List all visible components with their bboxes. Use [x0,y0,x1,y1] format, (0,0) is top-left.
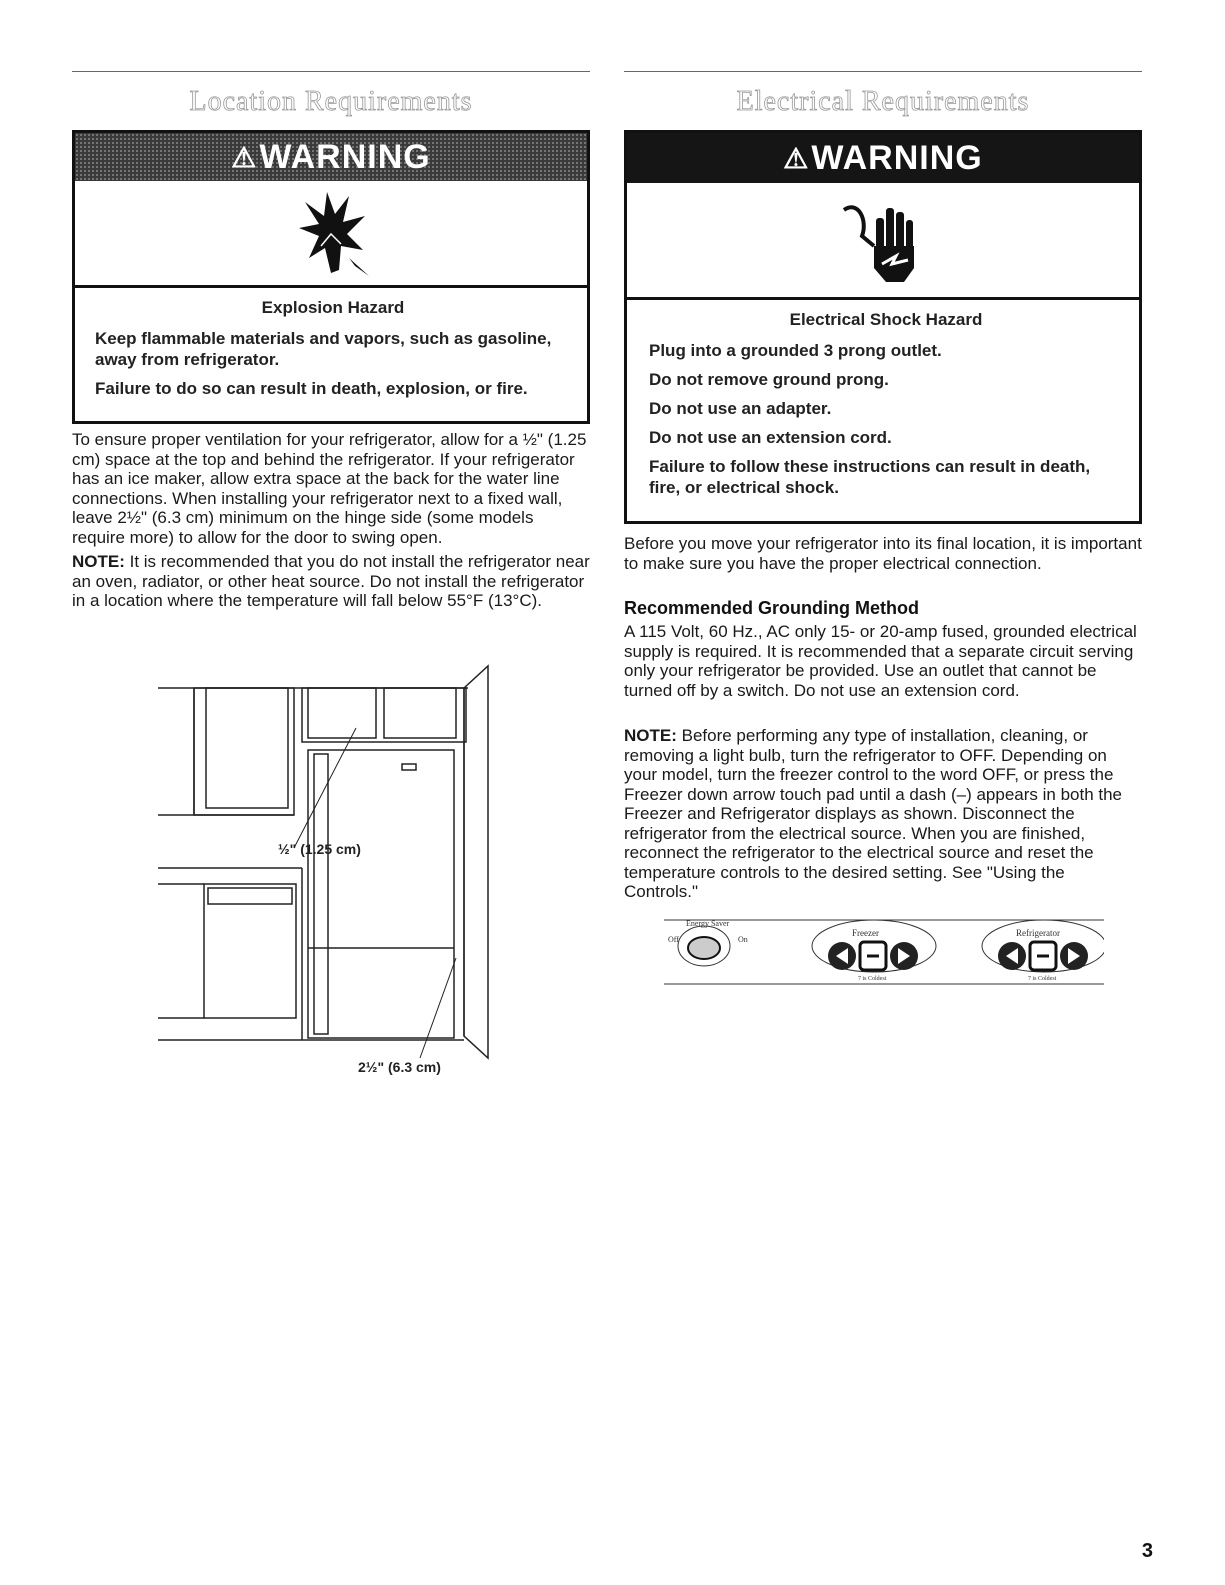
warning-icon-box [627,183,1139,300]
warning-heading: ⚠ WARNING [627,133,1139,183]
warning-line: Do not use an adapter. [649,399,832,418]
hazard-title: Explosion Hazard [261,298,405,317]
section-title: Electrical Requirements [736,86,1030,117]
refrigerator-display [1030,942,1056,970]
section-title: Location Requirements [189,86,473,117]
warning-box [624,130,1142,524]
electrical-intro-paragraph: Before you move your refrigerator into its final location, it is important to make sure you have the proper electrical connection. [624,534,1142,573]
note-text: Before performing any type of installation, cleaning, or removing a light bulb, turn the refrigerator to OFF. Depending on your model, turn the freezer control to the word OFF, or press the Freezer down arrow touch pad until a dash (–) appears in both the Freezer and Refrigerator displays as shown. Disconnect the refrigerator from the electrical source. When you are finished, reconnect the refrigerator to the electrical source and reset the temperature controls to the desired setting. See "Using the Controls." [624,726,1123,901]
warning-body [75,288,587,413]
page-number: 3 [1141,1540,1153,1562]
warning-triangle-icon: ⚠ [783,142,810,174]
warning-line: Do not use an extension cord. [649,428,892,447]
warning-line: Plug into a grounded 3 prong outlet. [649,341,942,360]
freezer-colder-note: 7 is Coldest [858,976,887,982]
energy-saver-button[interactable] [688,937,720,959]
warning-heading: ⚠ WARNING [75,133,587,181]
note-label: NOTE: [624,726,677,745]
side-clearance-label: 2½" (6.3 cm) [358,1059,441,1075]
warning-icon-box [75,181,587,288]
refrigerator-label: Refrigerator [1016,928,1060,938]
warning-triangle-icon: ⚠ [231,141,258,173]
note-label: NOTE: [72,552,125,571]
warning-box [72,130,590,424]
refrigerator-up-button[interactable] [1060,942,1088,970]
section-rule [72,71,590,72]
warning-line: Do not remove ground prong. [649,370,889,389]
top-clearance-label: ½" (1.25 cm) [278,841,361,857]
on-label: On [738,935,748,944]
freezer-label: Freezer [852,928,879,938]
hazard-title: Electrical Shock Hazard [789,310,983,329]
grounding-subheading: Recommended Grounding Method [624,598,919,618]
note-text: It is recommended that you do not install the refrigerator near an oven, radiator, or other heat source. Do not install the refrigerator in a location where the temperature will fall below 55°F (13°C). [72,552,590,610]
warning-line: Failure to follow these instructions can result in death, fire, or electrical shock. [649,457,1091,497]
freezer-up-button[interactable] [890,942,918,970]
warning-body [627,300,1139,512]
refrigerator-down-button[interactable] [998,942,1026,970]
ventilation-paragraph: To ensure proper ventilation for your refrigerator, allow for a ½" (1.25 cm) space at the top and behind the refrigerator. If your refrigerator has an ice maker, allow extra space at the back for the water line connections. When installing your refrigerator next to a fixed wall, leave 2½" (6.3 cm) minimum on the hinge side (some models require more) to allow for the door to swing open. [72,430,587,547]
explosion-icon [291,188,371,278]
grounding-paragraph: A 115 Volt, 60 Hz., AC only 15- or 20-amp fused, grounded electrical supply is required. It is recommended that a separate circuit serving only your refrigerator be provided. Use an outlet that cannot be turned off by a switch. Do not use an extension cord. [624,622,1137,700]
warning-line: Keep flammable materials and vapors, such as gasoline, away from refrigerator. [95,329,552,369]
warning-line: Failure to do so can result in death, explosion, or fire. [95,379,528,398]
refrigerator-colder-note: 7 is Coldest [1028,976,1057,982]
freezer-display [860,942,886,970]
control-panel-figure [664,912,1104,992]
off-label: Off [668,935,679,944]
note-paragraph [72,552,590,611]
electric-shock-icon [838,190,928,290]
clearance-diagram [158,658,588,1088]
energy-saver-label: Energy Saver [686,919,730,928]
freezer-down-button[interactable] [828,942,856,970]
section-rule [624,71,1142,72]
note-paragraph [624,726,1142,902]
